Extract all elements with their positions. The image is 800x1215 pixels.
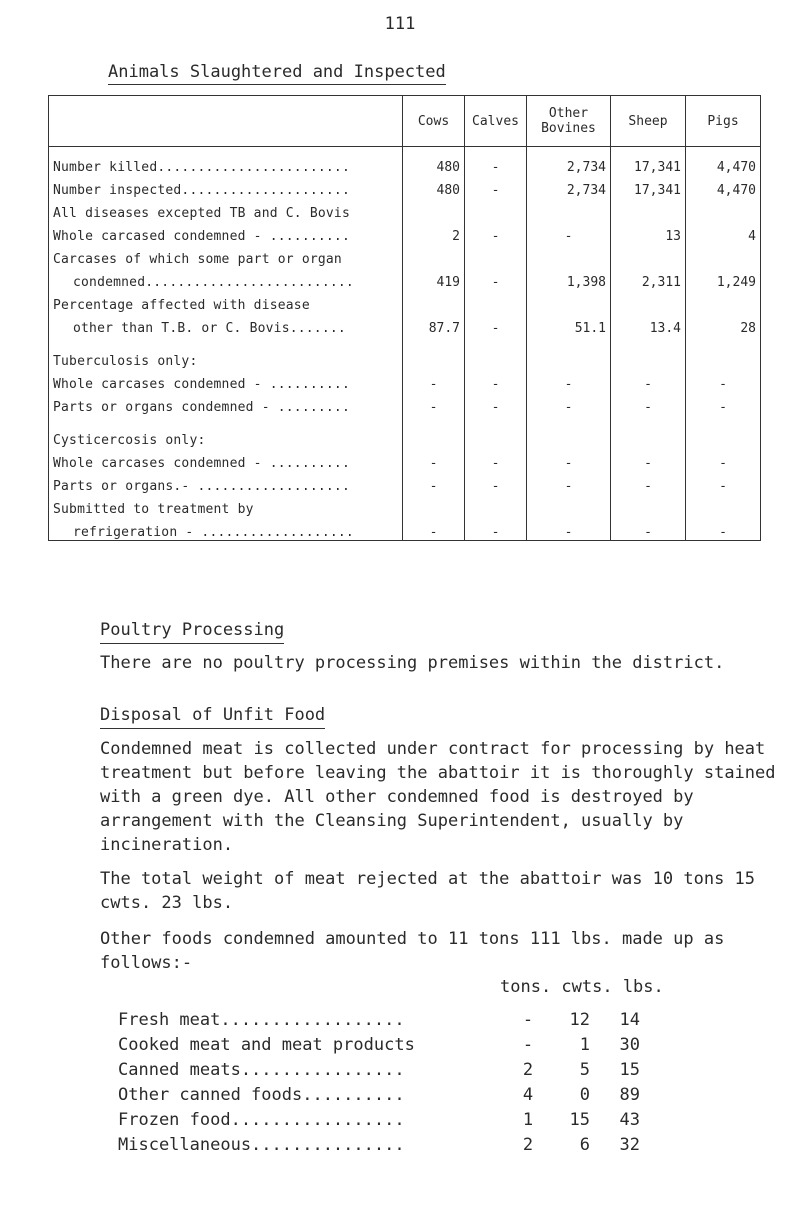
cell-calves: - [465, 267, 527, 290]
list-item [118, 1058, 640, 1083]
row-label: refrigeration - ................... [49, 517, 403, 541]
row-label: Percentage affected with disease [49, 290, 403, 313]
item-cwts: 15 [569, 1110, 590, 1130]
cell-calves [465, 415, 527, 425]
units-header: tons. cwts. lbs. [500, 977, 664, 997]
cell-sheep: 2,311 [611, 267, 686, 290]
item-cwts: 6 [579, 1135, 590, 1155]
item-cwts: 12 [569, 1010, 590, 1030]
cell-calves [465, 244, 527, 267]
disposal-heading: Disposal of Unfit Food [100, 705, 326, 725]
disposal-paragraph-1: Condemned meat is collected under contract for processing by heat treatment but before leaving the abattoir it is thoroughly stained with a green dye. All other condemned food is destroyed by arrangement with the Cleansing Superintendent, usually by incineration. [100, 739, 776, 855]
row-label: All diseases excepted TB and C. Bovis [49, 198, 403, 221]
item-tons: 2 [522, 1060, 534, 1080]
cell-calves [465, 494, 527, 517]
item-lbs: 32 [619, 1135, 640, 1155]
row-label: other than T.B. or C. Bovis....... [49, 313, 403, 336]
cell-cows: - [403, 392, 465, 415]
cell-cows: 2 [403, 221, 465, 244]
cell-other-bovines [527, 290, 611, 313]
row-label: Number inspected..................... [49, 175, 403, 198]
cell-other-bovines [527, 336, 611, 346]
cell-sheep: - [611, 517, 686, 541]
table-row [49, 313, 761, 336]
table-row [49, 517, 761, 541]
item-tons: - [522, 1010, 534, 1030]
cell-sheep: 17,341 [611, 175, 686, 198]
list-item [118, 1033, 640, 1058]
cell-sheep: - [611, 369, 686, 392]
cell-pigs: - [686, 392, 761, 415]
poultry-heading: Poultry Processing [100, 620, 285, 640]
cell-pigs: 4,470 [686, 175, 761, 198]
cell-cows [403, 346, 465, 369]
cell-other-bovines: - [527, 517, 611, 541]
cell-other-bovines: 2,734 [527, 147, 611, 176]
list-item [118, 1008, 640, 1033]
cell-sheep [611, 415, 686, 425]
cell-cows: 480 [403, 175, 465, 198]
item-tons: 1 [522, 1110, 534, 1130]
cell-pigs [686, 415, 761, 425]
cell-calves: - [465, 471, 527, 494]
cell-cows: - [403, 369, 465, 392]
item-tons: 2 [522, 1135, 534, 1155]
cell-calves [465, 198, 527, 221]
item-label: Frozen food................. [118, 1110, 405, 1130]
cell-calves: - [465, 175, 527, 198]
cell-calves: - [465, 147, 527, 176]
cell-cows [403, 415, 465, 425]
row-label: Carcases of which some part or organ [49, 244, 403, 267]
cell-other-bovines: - [527, 471, 611, 494]
cell-calves: - [465, 517, 527, 541]
row-label: Cysticercosis only: [49, 425, 403, 448]
cell-pigs: 4,470 [686, 147, 761, 176]
cell-sheep: - [611, 471, 686, 494]
cell-calves: - [465, 392, 527, 415]
table-row [49, 346, 761, 369]
table-row [49, 471, 761, 494]
row-label: Whole carcases condemned - .......... [49, 369, 403, 392]
row-label: Whole carcased condemned - .......... [49, 221, 403, 244]
item-label: Miscellaneous............... [118, 1135, 405, 1155]
cell-pigs [686, 346, 761, 369]
item-lbs: 15 [619, 1060, 640, 1080]
cell-calves: - [465, 221, 527, 244]
table-row [49, 448, 761, 471]
item-cwts: 0 [579, 1085, 590, 1105]
cell-other-bovines [527, 415, 611, 425]
table-row [49, 494, 761, 517]
page-number: 111 [384, 14, 416, 34]
cell-calves [465, 336, 527, 346]
table-header-row [49, 96, 761, 147]
column-header: Other Bovines [527, 96, 611, 147]
cell-cows [403, 290, 465, 313]
cell-cows [403, 198, 465, 221]
cell-calves: - [465, 448, 527, 471]
cell-pigs: - [686, 471, 761, 494]
cell-cows: 419 [403, 267, 465, 290]
cell-sheep: - [611, 392, 686, 415]
item-label: Canned meats................ [118, 1060, 405, 1080]
cell-sheep [611, 198, 686, 221]
disposal-paragraph-3: Other foods condemned amounted to 11 tons 111 lbs. made up as follows:- [100, 929, 725, 973]
cell-other-bovines: - [527, 392, 611, 415]
table-row [49, 198, 761, 221]
column-header: Pigs [686, 96, 761, 147]
cell-sheep: - [611, 448, 686, 471]
poultry-section [100, 618, 780, 675]
disposal-section [100, 703, 780, 999]
cell-calves [465, 425, 527, 448]
cell-calves: - [465, 313, 527, 336]
cell-cows: - [403, 448, 465, 471]
cell-other-bovines: 1,398 [527, 267, 611, 290]
row-label [49, 415, 403, 425]
list-item [118, 1133, 640, 1158]
item-lbs: 14 [619, 1010, 640, 1030]
cell-cows [403, 336, 465, 346]
poultry-text: There are no poultry processing premises within the district. [100, 653, 725, 673]
table-spacer-row [49, 336, 761, 346]
item-lbs: 89 [619, 1085, 640, 1105]
item-tons: - [522, 1035, 534, 1055]
item-lbs: 30 [619, 1035, 640, 1055]
cell-cows: 87.7 [403, 313, 465, 336]
cell-sheep [611, 494, 686, 517]
table-row [49, 175, 761, 198]
list-item [118, 1108, 640, 1133]
table-row [49, 290, 761, 313]
row-label: Number killed........................ [49, 147, 403, 176]
item-cwts: 5 [579, 1060, 590, 1080]
table-row [49, 221, 761, 244]
cell-sheep: 17,341 [611, 147, 686, 176]
column-header: Sheep [611, 96, 686, 147]
inspection-table [48, 95, 761, 541]
cell-calves [465, 346, 527, 369]
cell-other-bovines [527, 494, 611, 517]
column-header: Cows [403, 96, 465, 147]
cell-sheep: 13 [611, 221, 686, 244]
cell-pigs [686, 494, 761, 517]
cell-pigs: 28 [686, 313, 761, 336]
disposal-paragraph-2: The total weight of meat rejected at the abattoir was 10 tons 15 cwts. 23 lbs. [100, 869, 756, 913]
cell-cows [403, 425, 465, 448]
cell-sheep: 13.4 [611, 313, 686, 336]
row-label: Tuberculosis only: [49, 346, 403, 369]
cell-cows [403, 494, 465, 517]
table-row [49, 425, 761, 448]
condemned-foods-list [118, 1008, 640, 1158]
table-row [49, 267, 761, 290]
cell-other-bovines [527, 346, 611, 369]
table-row [49, 147, 761, 176]
cell-other-bovines: - [527, 448, 611, 471]
item-label: Fresh meat.................. [118, 1010, 405, 1030]
cell-pigs [686, 336, 761, 346]
cell-pigs [686, 244, 761, 267]
item-label: Cooked meat and meat products [118, 1035, 415, 1055]
item-cwts: 1 [579, 1035, 590, 1055]
cell-sheep [611, 336, 686, 346]
column-header: Calves [465, 96, 527, 147]
cell-other-bovines [527, 198, 611, 221]
row-label: Parts or organs.- ................... [49, 471, 403, 494]
list-item [118, 1083, 640, 1108]
cell-pigs: - [686, 369, 761, 392]
row-label: Whole carcases condemned - .......... [49, 448, 403, 471]
cell-cows: - [403, 517, 465, 541]
cell-pigs [686, 425, 761, 448]
cell-sheep [611, 290, 686, 313]
table-spacer-row [49, 415, 761, 425]
item-tons: 4 [522, 1085, 534, 1105]
cell-calves: - [465, 369, 527, 392]
cell-other-bovines: 2,734 [527, 175, 611, 198]
cell-cows: - [403, 471, 465, 494]
cell-pigs: 1,249 [686, 267, 761, 290]
cell-other-bovines: 51.1 [527, 313, 611, 336]
cell-cows: 480 [403, 147, 465, 176]
cell-sheep [611, 244, 686, 267]
cell-other-bovines [527, 425, 611, 448]
page-title: Animals Slaughtered and Inspected [108, 62, 446, 82]
cell-other-bovines: - [527, 221, 611, 244]
row-label: Parts or organs condemned - ......... [49, 392, 403, 415]
header-label-cell [49, 96, 403, 147]
cell-pigs [686, 290, 761, 313]
cell-other-bovines [527, 244, 611, 267]
table-row [49, 392, 761, 415]
row-label [49, 336, 403, 346]
cell-pigs: 4 [686, 221, 761, 244]
cell-pigs [686, 198, 761, 221]
table-row [49, 244, 761, 267]
cell-sheep [611, 425, 686, 448]
table-row [49, 369, 761, 392]
table-body [49, 147, 761, 541]
cell-pigs: - [686, 448, 761, 471]
cell-other-bovines: - [527, 369, 611, 392]
item-lbs: 43 [619, 1110, 640, 1130]
row-label: Submitted to treatment by [49, 494, 403, 517]
cell-calves [465, 290, 527, 313]
row-label: condemned.......................... [49, 267, 403, 290]
cell-cows [403, 244, 465, 267]
cell-pigs: - [686, 517, 761, 541]
item-label: Other canned foods.......... [118, 1085, 405, 1105]
cell-sheep [611, 346, 686, 369]
